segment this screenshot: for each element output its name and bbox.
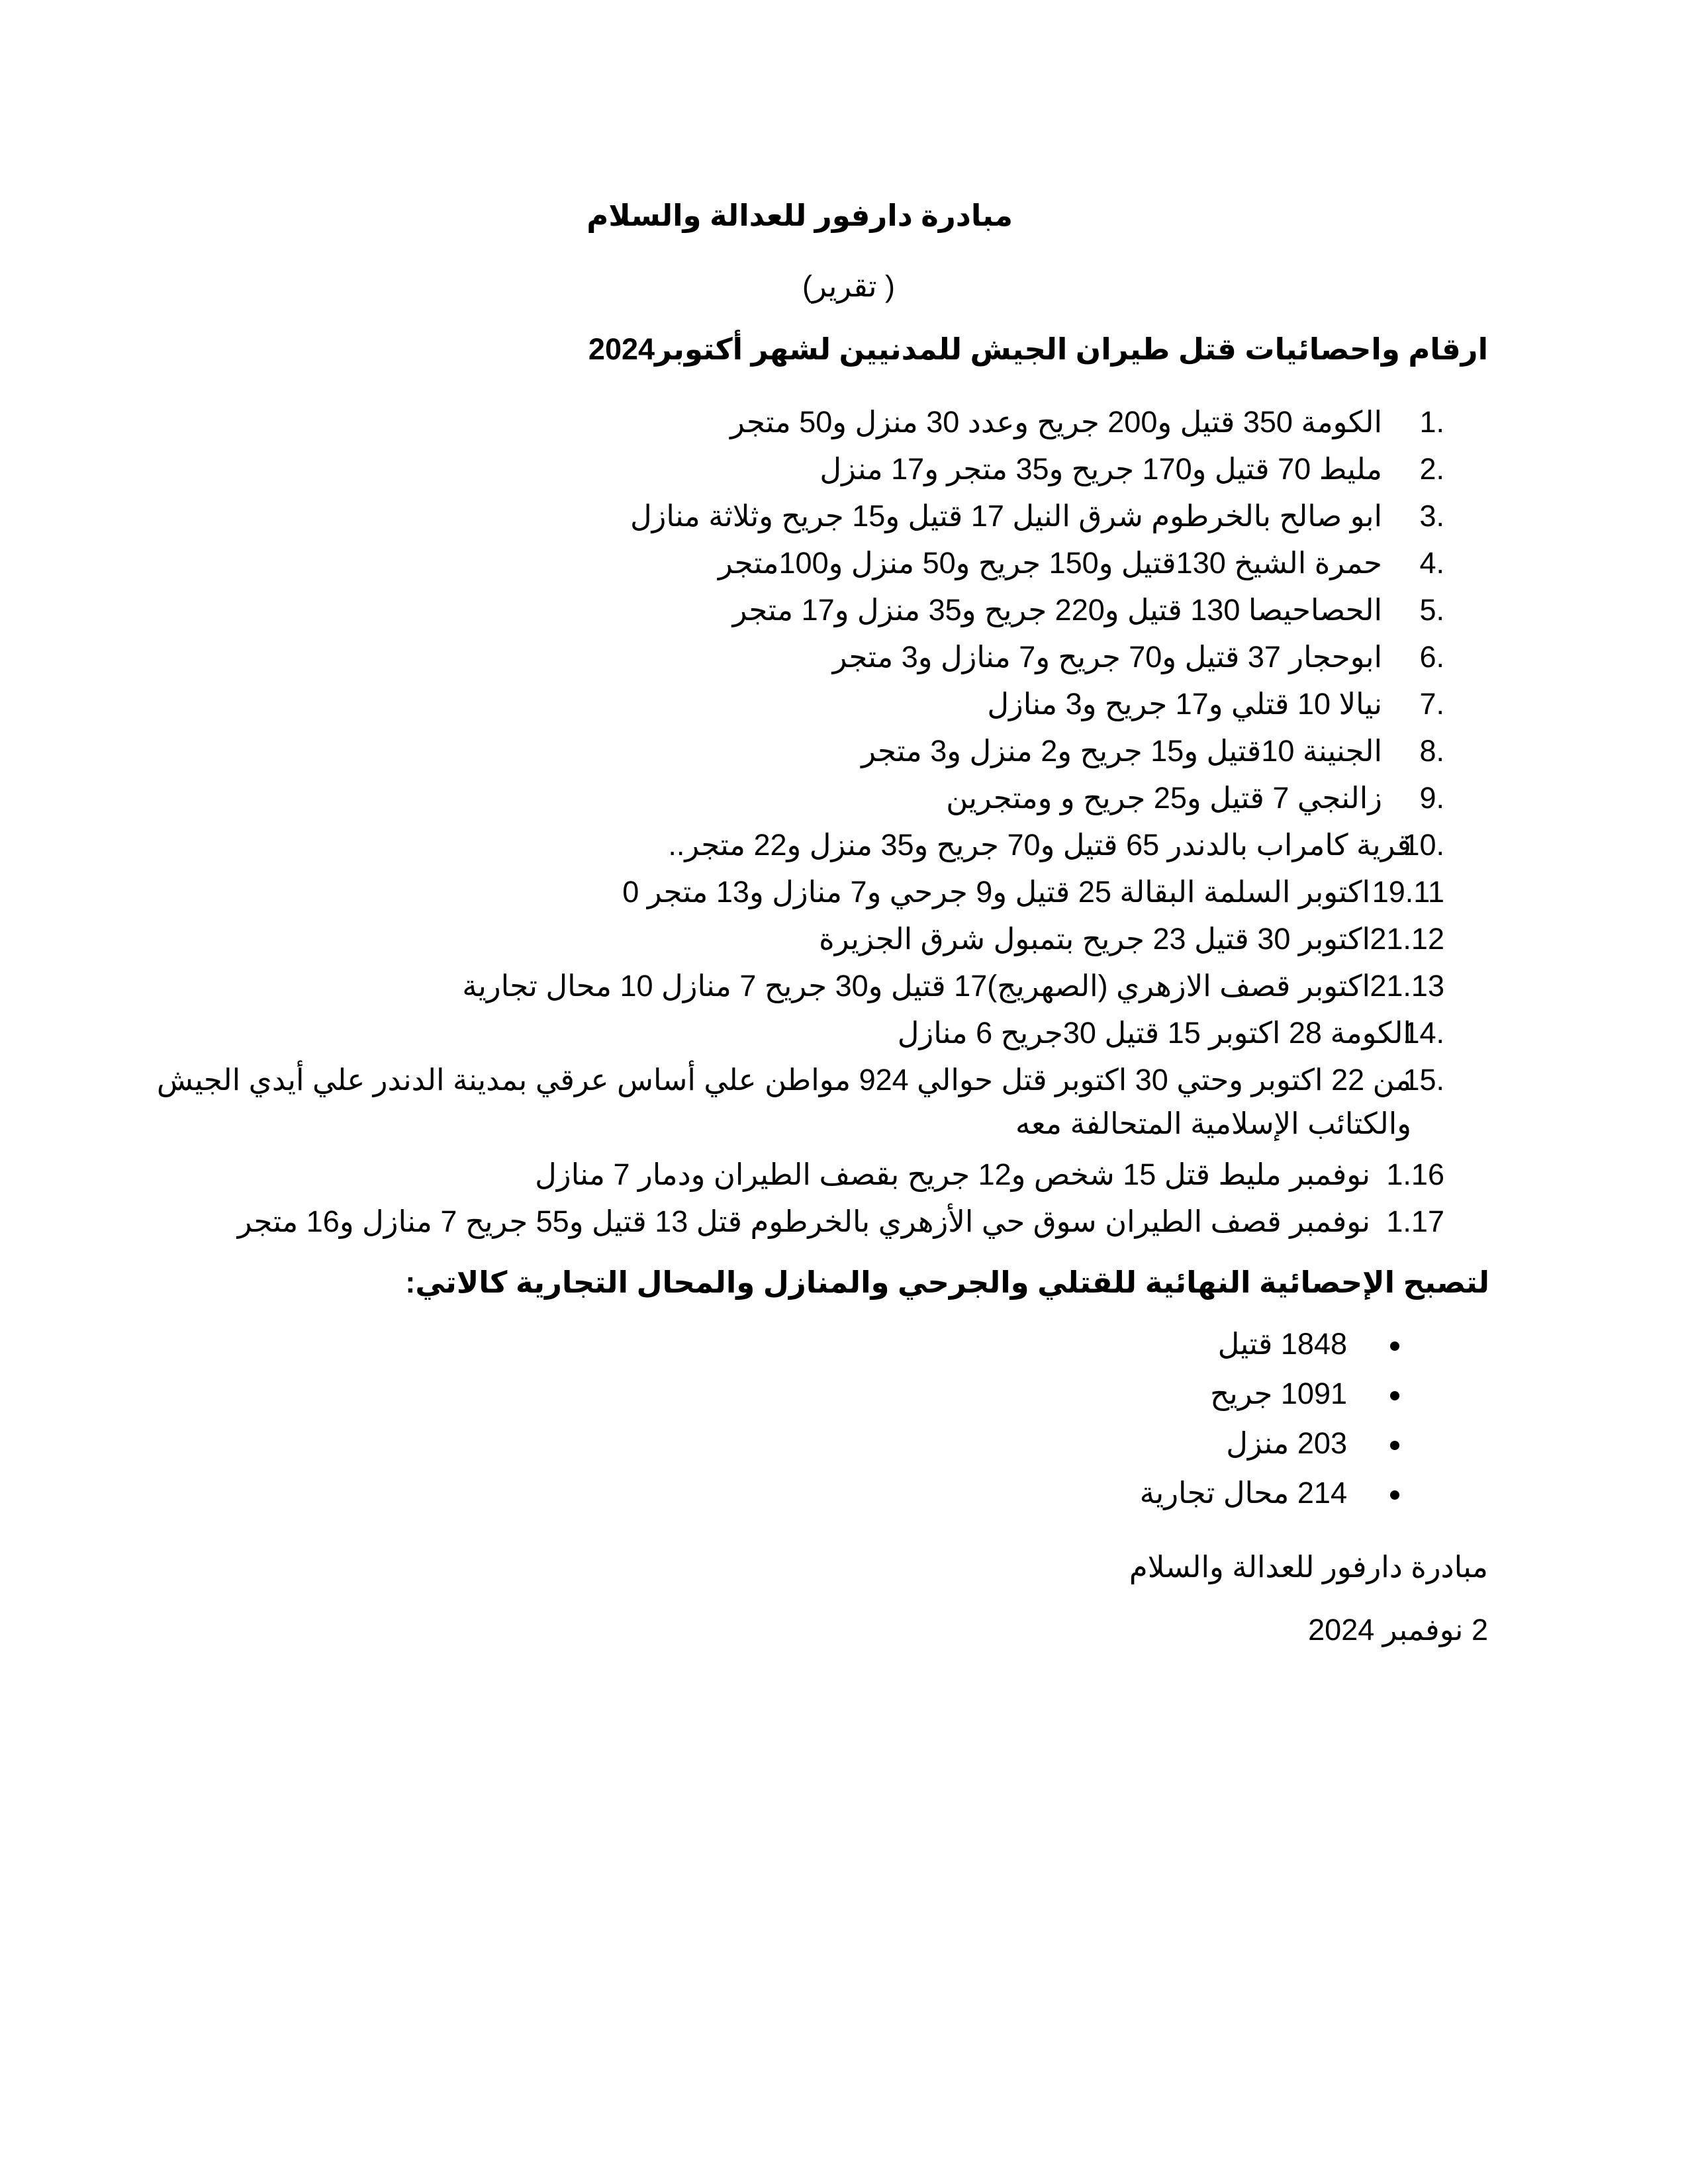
item-number: 8.	[1419, 734, 1444, 768]
item-text: الجنينة 10قتيل و15 جريح و2 منزل و3 متجر	[861, 734, 1382, 768]
item-text: اكتوبر السلمة البقالة 25 قتيل و9 جرحي و7 منازل و13 متجر 0	[622, 875, 1370, 909]
item-number: 4.	[1419, 546, 1444, 580]
item-text: نيالا 10 قتلي و17 جريح و3 منازل	[987, 687, 1382, 721]
item-text: قرية كامراب بالدندر 65 قتيل و70 جريح و35 منزل و22 متجر..	[668, 828, 1411, 862]
item-number: 14.	[1403, 1016, 1444, 1050]
item-text-continuation: والكتائب الإسلامية المتحالفة معه	[1015, 1107, 1411, 1140]
item-number: 7.	[1419, 687, 1444, 721]
item-text: نوفمبر قصف الطيران سوق حي الأزهري بالخرطوم قتل 13 قتيل و55 جريح 7 منازل و16 متجر	[237, 1205, 1370, 1238]
item-text: زالنجي 7 قتيل و25 جريح و ومتجرين	[946, 781, 1382, 815]
document-title: مبادرة دارفور للعدالة والسلام	[586, 199, 1013, 232]
item-number: 3.	[1419, 499, 1444, 533]
item-number: 2.	[1419, 452, 1444, 486]
item-number: 19.11	[1372, 875, 1444, 909]
bullet-icon	[1390, 1441, 1399, 1450]
item-text: حمرة الشيخ 130قتيل و150 جريح و50 منزل و100متجر	[718, 546, 1382, 580]
total-value: 214 محال تجارية	[1139, 1476, 1347, 1510]
item-number: 6.	[1419, 640, 1444, 674]
item-number: 10.	[1403, 828, 1444, 862]
item-number: 15.	[1403, 1063, 1444, 1097]
item-number: 1.16	[1386, 1158, 1444, 1191]
item-text: اكتوبر 30 قتيل 23 جريح بتمبول شرق الجزيرة	[819, 922, 1370, 956]
item-text: من 22 اكتوبر وحتي 30 اكتوبر قتل حوالي 924 مواطن علي أساس عرقي بمدينة الدندر علي أيدي الجيش	[156, 1063, 1411, 1097]
item-text: ابو صالح بالخرطوم شرق النيل 17 قتيل و15 جريح وثلاثة منازل	[630, 499, 1382, 533]
total-value: 203 منزل	[1226, 1426, 1347, 1460]
item-text: نوفمبر مليط قتل 15 شخص و12 جريح بقصف الطيران ودمار 7 منازل	[535, 1158, 1370, 1191]
total-value: 1091 جريح	[1210, 1377, 1347, 1410]
item-text: الحصاحيصا 130 قتيل و220 جريح و35 منزل و17 متجر	[732, 593, 1382, 627]
item-text: ابوحجار 37 قتيل و70 جريح و7 منازل و3 متجر	[832, 640, 1382, 674]
item-text: الكومة 28 اكتوبر 15 قتيل 30جريح 6 منازل	[897, 1016, 1411, 1050]
item-number: 9.	[1419, 781, 1444, 815]
item-text: اكتوبر قصف الازهري (الصهريج)17 قتيل و30 جريح 7 منازل 10 محال تجارية	[462, 969, 1370, 1003]
document-date: 2 نوفمبر 2024	[1308, 1613, 1488, 1647]
bullet-icon	[1390, 1490, 1399, 1500]
totals-heading: لتصبح الإحصائية النهائية للقتلي والجرحي والمنازل والمحال التجارية كالاتي:	[405, 1265, 1489, 1299]
document-subtitle: ( تقرير)	[802, 269, 895, 303]
item-number: 21.13	[1370, 969, 1444, 1003]
item-number: 1.17	[1386, 1205, 1444, 1238]
bullet-icon	[1390, 1342, 1399, 1351]
item-text: الكومة 350 قتيل و200 جريح وعدد 30 منزل و50 متجر	[730, 405, 1382, 439]
item-number: 1.	[1419, 405, 1444, 439]
report-heading: ارقام واحصائيات قتل طيران الجيش للمدنيين لشهر أكتوبر2024	[588, 332, 1488, 366]
item-number: 21.12	[1370, 922, 1444, 956]
item-text: مليط 70 قتيل و170 جريح و35 متجر و17 منزل	[820, 452, 1382, 486]
total-value: 1848 قتيل	[1217, 1327, 1347, 1361]
signature: مبادرة دارفور للعدالة والسلام	[1129, 1550, 1488, 1584]
item-number: 5.	[1419, 593, 1444, 627]
bullet-icon	[1390, 1391, 1399, 1400]
